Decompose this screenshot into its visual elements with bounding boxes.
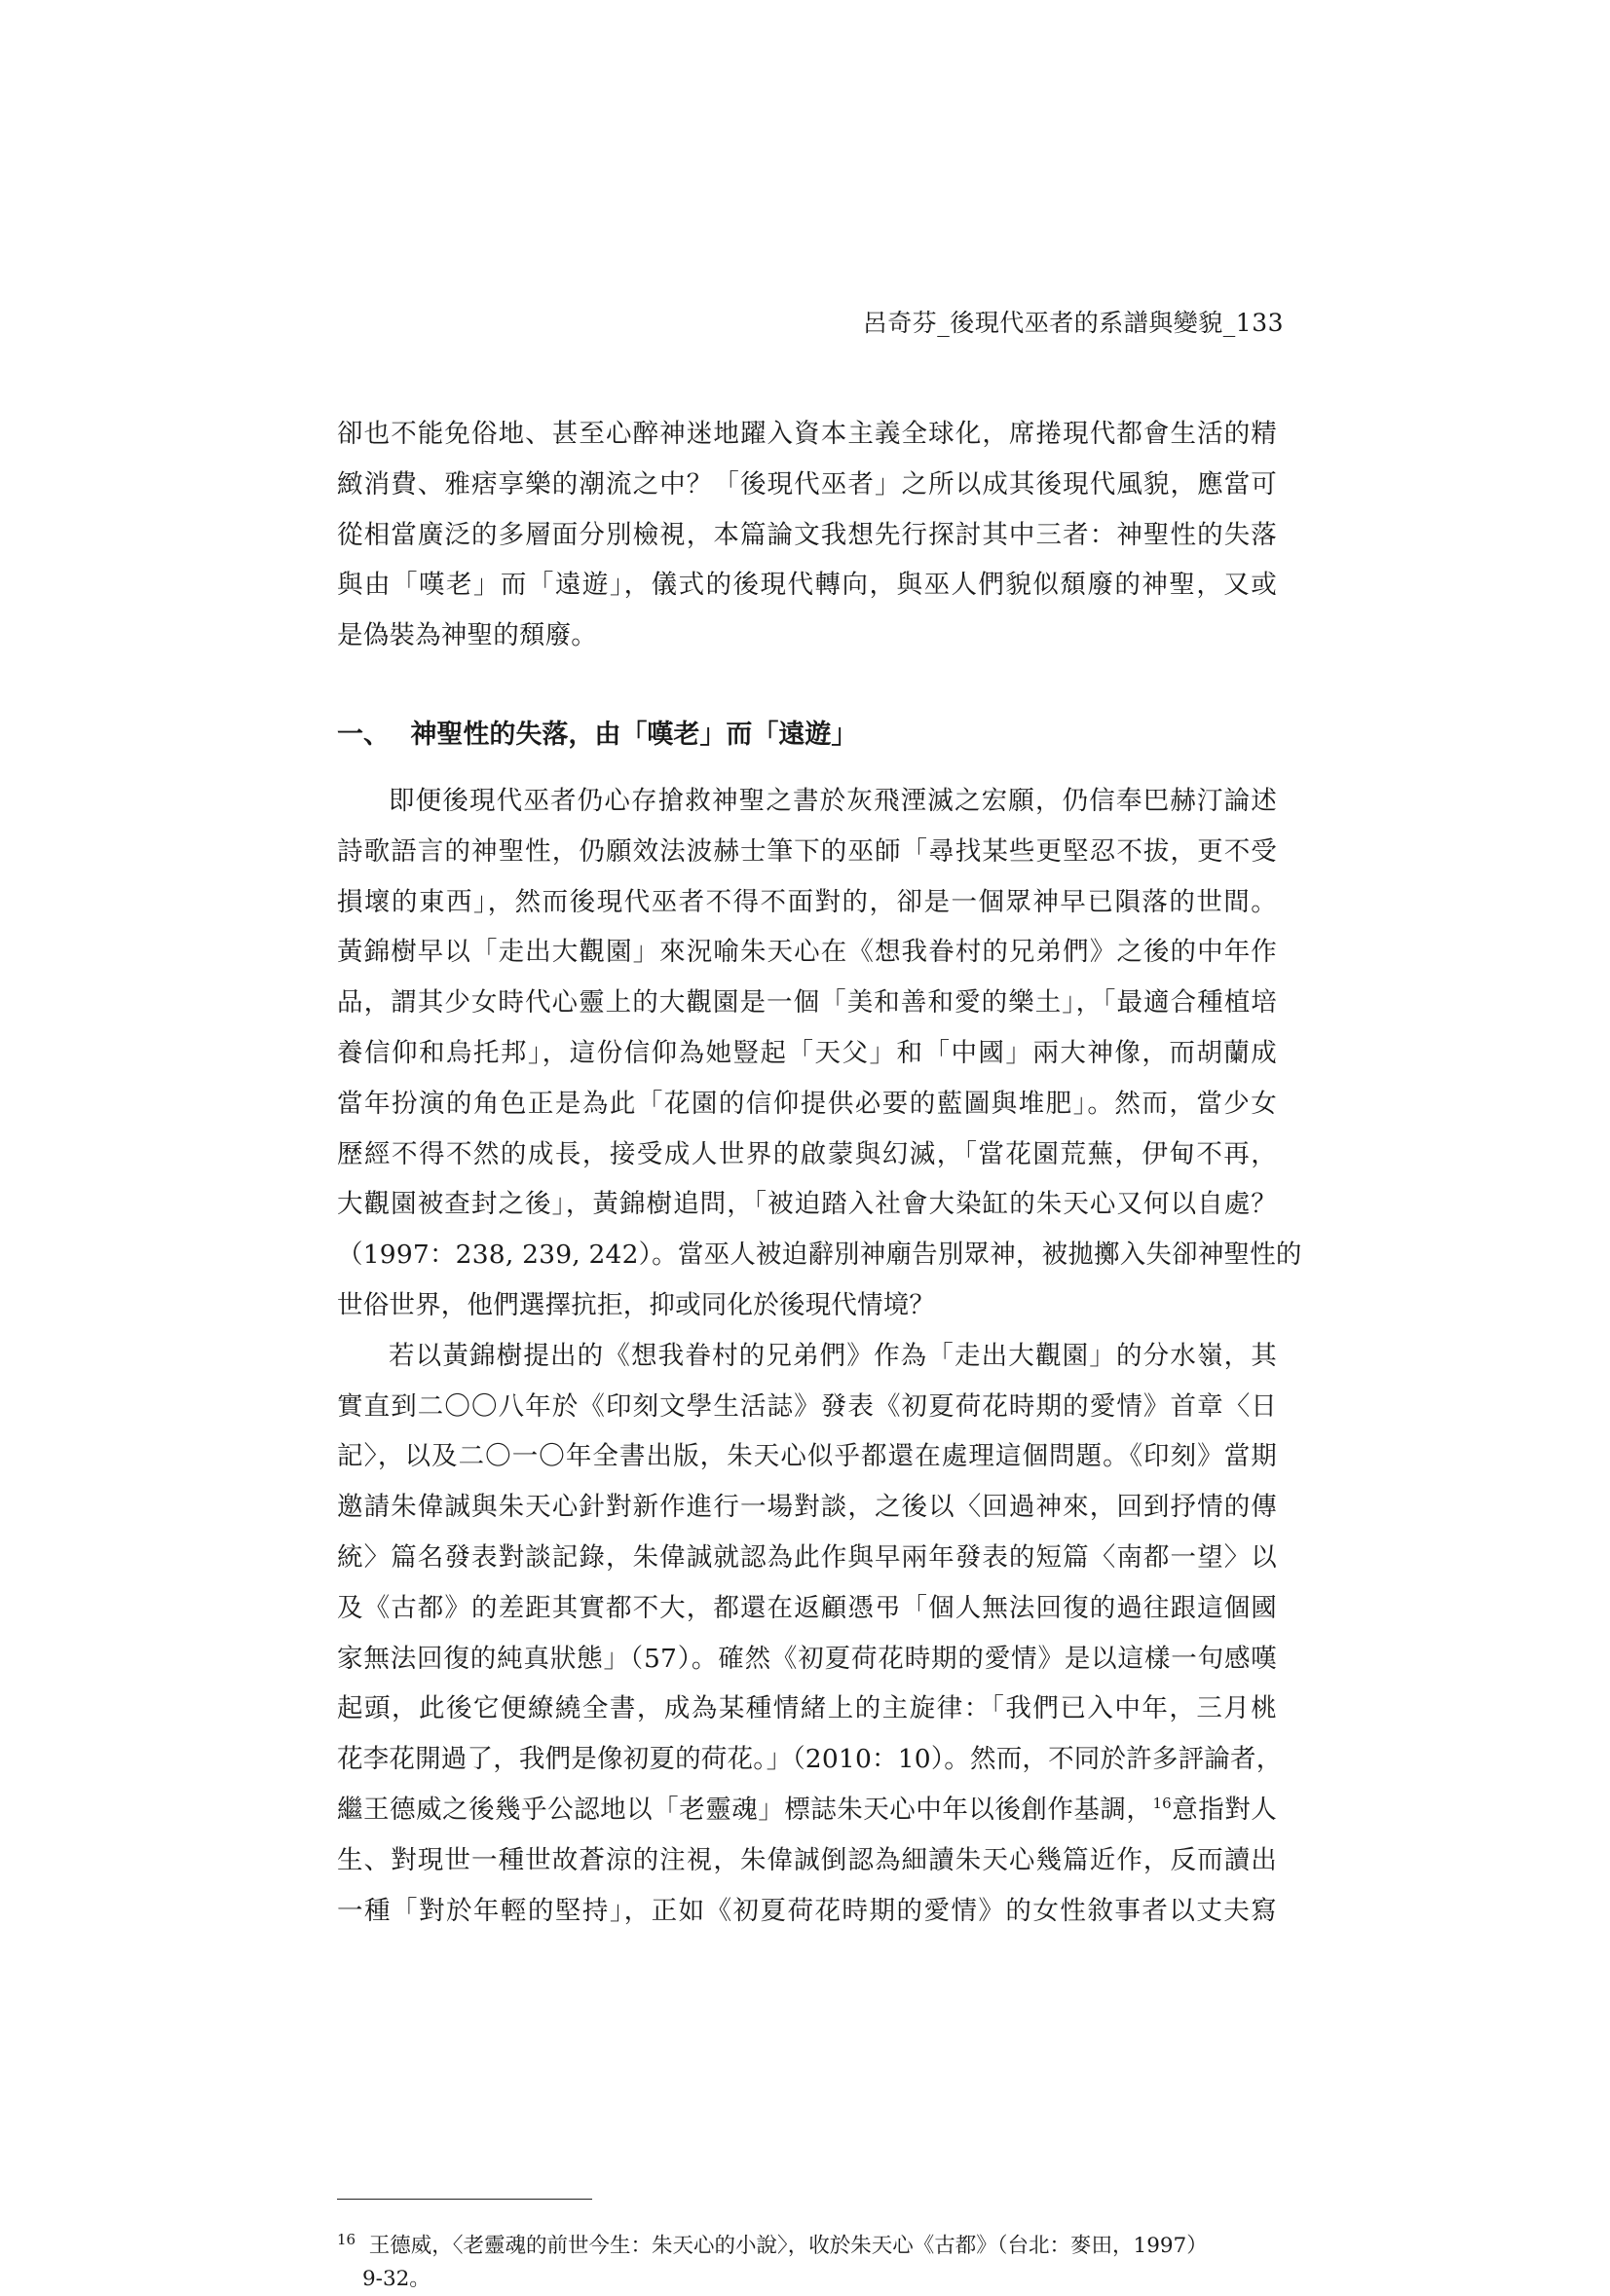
text-line: 一種「對於年輕的堅持」，正如《初夏荷花時期的愛情》的女性敘事者以丈夫寫 [337,1895,1277,1926]
text-line: 起頭，此後它便繚繞全書，成為某種情緒上的主旋律：「我們已入中年，三月桃 [337,1693,1277,1724]
text-line: 及《古都》的差距其實都不大，都還在返顧憑弔「個人無法回復的過往跟這個國 [337,1592,1277,1623]
section-heading [337,710,1277,760]
text-segment: 意指對人 [1171,1794,1277,1825]
text-line: （1997：238, 239, 242）。當巫人被迫辭別神廟告別眾神，被拋擲入失卻神聖性的 [337,1240,1302,1271]
section-number: 一、 [337,719,390,750]
footnote-line [337,2230,1277,2263]
text-segment: 繼王德威之後幾乎公認地以「老靈魂」標誌朱天心中年以後創作基調， [337,1794,1153,1825]
text-line: 即便後現代巫者仍心存搶救神聖之書於灰飛湮滅之宏願，仍信奉巴赫汀論述 [389,785,1277,816]
text-line: 詩歌語言的神聖性，仍願效法波赫士筆下的巫師「尋找某些更堅忍不拔，更不受 [337,835,1277,867]
text-line: 品，謂其少女時代心靈上的大觀園是一個「美和善和愛的樂土」，「最適合種植培 [337,987,1277,1018]
paragraph-1 [337,409,1277,661]
text-line: 當年扮演的角色正是為此「花園的信仰提供必要的藍圖與堆肥」。然而，當少女 [337,1088,1277,1119]
text-line: 邀請朱偉誠與朱天心針對新作進行一場對談，之後以〈回過神來，回到抒情的傳 [337,1492,1277,1523]
text-line: 大觀園被查封之後」，黃錦樹追問，「被迫踏入社會大染缸的朱天心又何以自處？ [337,1189,1277,1220]
text-line: 記〉，以及二〇一〇年全書出版，朱天心似乎都還在處理這個問題。《印刻》當期 [337,1441,1277,1472]
text-line: 緻消費、雅痞享樂的潮流之中？「後現代巫者」之所以成其後現代風貌，應當可 [337,468,1277,500]
text-line: 實直到二〇〇八年於《印刻文學生活誌》發表《初夏荷花時期的愛情》首章〈日 [337,1390,1277,1422]
text-line: 損壞的東西」，然而後現代巫者不得不面對的，卻是一個眾神早已隕落的世間。 [337,886,1277,917]
footnote [337,2230,1277,2296]
footnote-number: 16 [337,2230,356,2248]
text-line: 家無法回復的純真狀態」（57）。確然《初夏荷花時期的愛情》是以這樣一句感嘆 [337,1643,1277,1674]
paragraph-3 [337,1331,1283,1937]
text-line: 花李花開過了，我們是像初夏的荷花。」（2010：10）。然而，不同於許多評論者， [337,1744,1283,1775]
text-line-with-footnote [337,1785,1277,1835]
text-line: 歷經不得不然的成長，接受成人世界的啟蒙與幻滅，「當花園荒蕪，伊甸不再， [337,1138,1277,1169]
text-line: 生、對現世一種世故蒼涼的注視，朱偉誠倒認為細讀朱天心幾篇近作，反而讀出 [337,1844,1277,1875]
body-text [337,409,1302,1936]
text-line: 卻也不能免俗地、甚至心醉神迷地躍入資本主義全球化，席捲現代都會生活的精 [337,419,1277,449]
text-line: 是偽裝為神聖的頹廢。 [337,620,597,651]
section-title: 神聖性的失落，由「嘆老」而「遠遊」 [410,719,858,750]
footnote-text: 王德威，〈老靈魂的前世今生：朱天心的小說〉，收於朱天心《古都》（台北：麥田，1997） [368,2234,1208,2258]
paragraph-2 [337,776,1302,1331]
footnote-line: 9-32。 [362,2267,431,2291]
text-line: 從相當廣泛的多層面分別檢視，本篇論文我想先行探討其中三者：神聖性的失落 [337,519,1277,550]
text-line: 若以黃錦樹提出的《想我眷村的兄弟們》作為「走出大觀園」的分水嶺，其 [389,1340,1277,1371]
footnote-ref[interactable]: 16 [1152,1795,1172,1813]
running-head: 呂奇芬_後現代巫者的系譜與變貌_133 [862,309,1284,337]
footnote-divider [337,2199,592,2200]
text-line: 與由「嘆老」而「遠遊」，儀式的後現代轉向，與巫人們貌似頹廢的神聖，又或 [337,570,1277,601]
text-line: 統〉篇名發表對談記錄，朱偉誠就認為此作與早兩年發表的短篇〈南都一望〉以 [337,1541,1277,1573]
text-line: 世俗世界，他們選擇抗拒，抑或同化於後現代情境？ [337,1289,936,1320]
text-line: 養信仰和烏托邦」，這份信仰為她豎起「天父」和「中國」兩大神像，而胡蘭成 [337,1037,1277,1068]
text-line: 黃錦樹早以「走出大觀園」來況喻朱天心在《想我眷村的兄弟們》之後的中年作 [337,937,1277,968]
